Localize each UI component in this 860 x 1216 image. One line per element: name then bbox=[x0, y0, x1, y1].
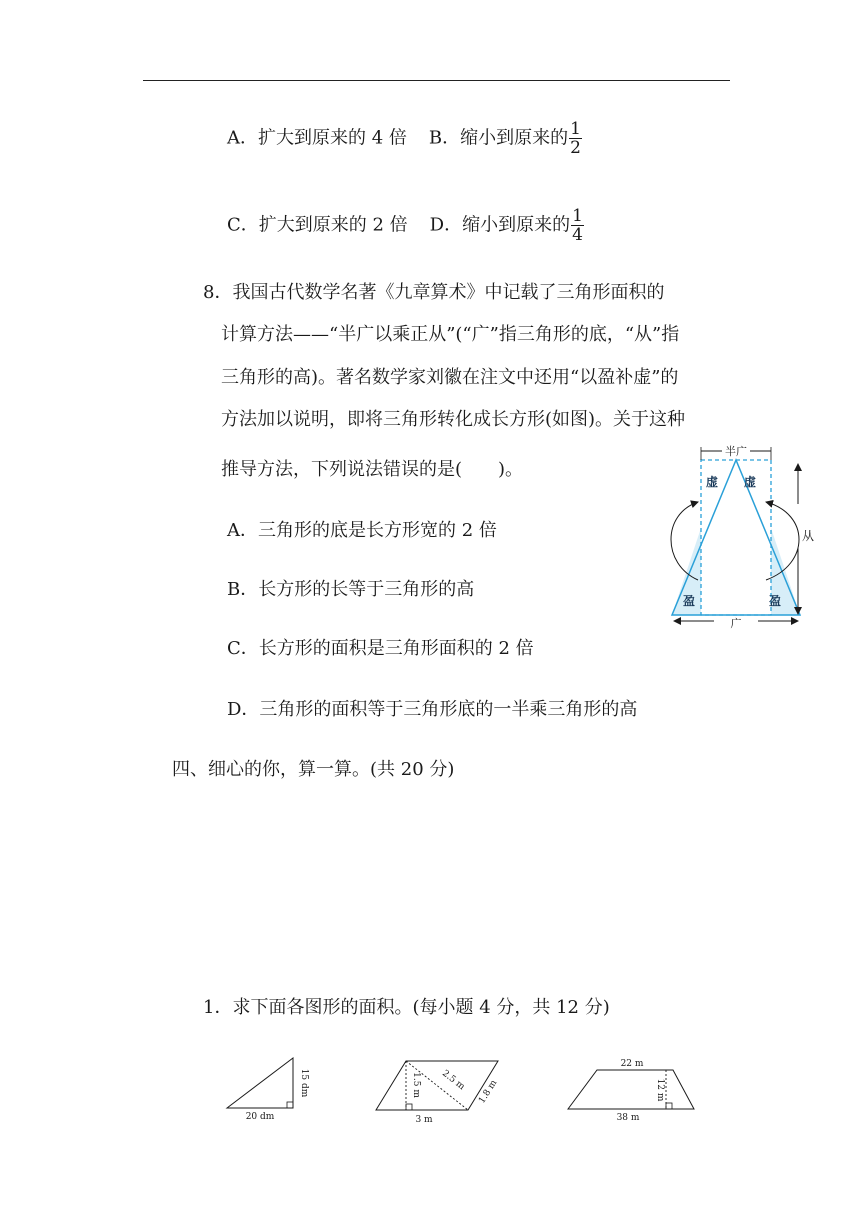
q8-line-2: 计算方法——“半广以乘正从”(“广”指三角形的底，“从”指 bbox=[221, 324, 680, 345]
fig2-diagonal-label: 2.5 m bbox=[440, 1068, 467, 1093]
q7-option-a: A．扩大到原来的 4 倍 bbox=[227, 127, 407, 149]
side-label: 从 bbox=[802, 529, 814, 543]
q8-line-1: 8．我国古代数学名著《九章算术》中记载了三角形面积的 bbox=[203, 282, 665, 303]
fig3-bottom-label: 38 m bbox=[616, 1113, 640, 1123]
fraction-one-quarter: $\frac{1}{4}$ bbox=[572, 206, 583, 245]
ying-left-label: 盈 bbox=[682, 594, 696, 608]
q7-option-c: C．扩大到原来的 2 倍 bbox=[227, 214, 408, 236]
q1-title: 1．求下面各图形的面积。(每小题 4 分，共 12 分) bbox=[203, 997, 610, 1018]
fig2-right-angle-mark bbox=[406, 1104, 412, 1110]
q8-line-5: 推导方法，下列说法错误的是( )。 bbox=[221, 459, 524, 480]
q7-option-row-2 bbox=[227, 207, 584, 244]
xu-right-label: 虚 bbox=[743, 475, 757, 489]
q7-option-b: B．缩小到原来的 bbox=[428, 127, 569, 149]
section-4-title: 四、细心的你，算一算。(共 20 分) bbox=[172, 759, 455, 780]
q7-option-row-1 bbox=[227, 120, 582, 157]
triangle-to-rectangle-figure bbox=[664, 444, 814, 630]
q8-option-a: A．三角形的底是长方形宽的 2 倍 bbox=[227, 520, 497, 541]
bottom-label: 广 bbox=[730, 617, 742, 630]
fraction-one-half: $\frac{1}{2}$ bbox=[570, 119, 581, 158]
q7-option-d: D．缩小到原来的 bbox=[429, 214, 571, 236]
fig2-side-label: 1.8 m bbox=[477, 1078, 500, 1106]
q8-line-3: 三角形的高)。著名数学家刘徽在注文中还用“以盈补虚”的 bbox=[221, 367, 679, 388]
fig3-top-label: 22 m bbox=[620, 1059, 644, 1069]
ying-right-label: 盈 bbox=[768, 594, 782, 608]
q8-option-d: D．三角形的面积等于三角形底的一半乘三角形的高 bbox=[227, 699, 638, 720]
fig3-height-label: 12 m bbox=[655, 1078, 665, 1102]
top-rule bbox=[143, 80, 730, 81]
fig1-height-label: 15 dm bbox=[299, 1068, 309, 1098]
xu-left-label: 虚 bbox=[705, 475, 719, 489]
trapezoid-outline bbox=[568, 1070, 694, 1109]
q8-option-b: B．长方形的长等于三角形的高 bbox=[227, 579, 475, 600]
right-triangle-outline bbox=[227, 1058, 293, 1108]
q8-option-c: C．长方形的面积是三角形面积的 2 倍 bbox=[227, 638, 534, 659]
q8-line-4: 方法加以说明，即将三角形转化成长方形(如图)。关于这种 bbox=[221, 409, 686, 430]
fig3-right-angle-mark bbox=[666, 1103, 672, 1109]
top-label: 半广 bbox=[725, 445, 747, 458]
right-triangle-figure bbox=[218, 1052, 318, 1124]
parallelogram-figure bbox=[370, 1052, 505, 1124]
fig2-base-label: 3 m bbox=[415, 1115, 433, 1124]
trapezoid-figure bbox=[562, 1052, 704, 1124]
fig1-base-label: 20 dm bbox=[245, 1112, 275, 1122]
right-angle-mark bbox=[287, 1102, 293, 1108]
fig2-height-label: 1.5 m bbox=[411, 1072, 421, 1098]
